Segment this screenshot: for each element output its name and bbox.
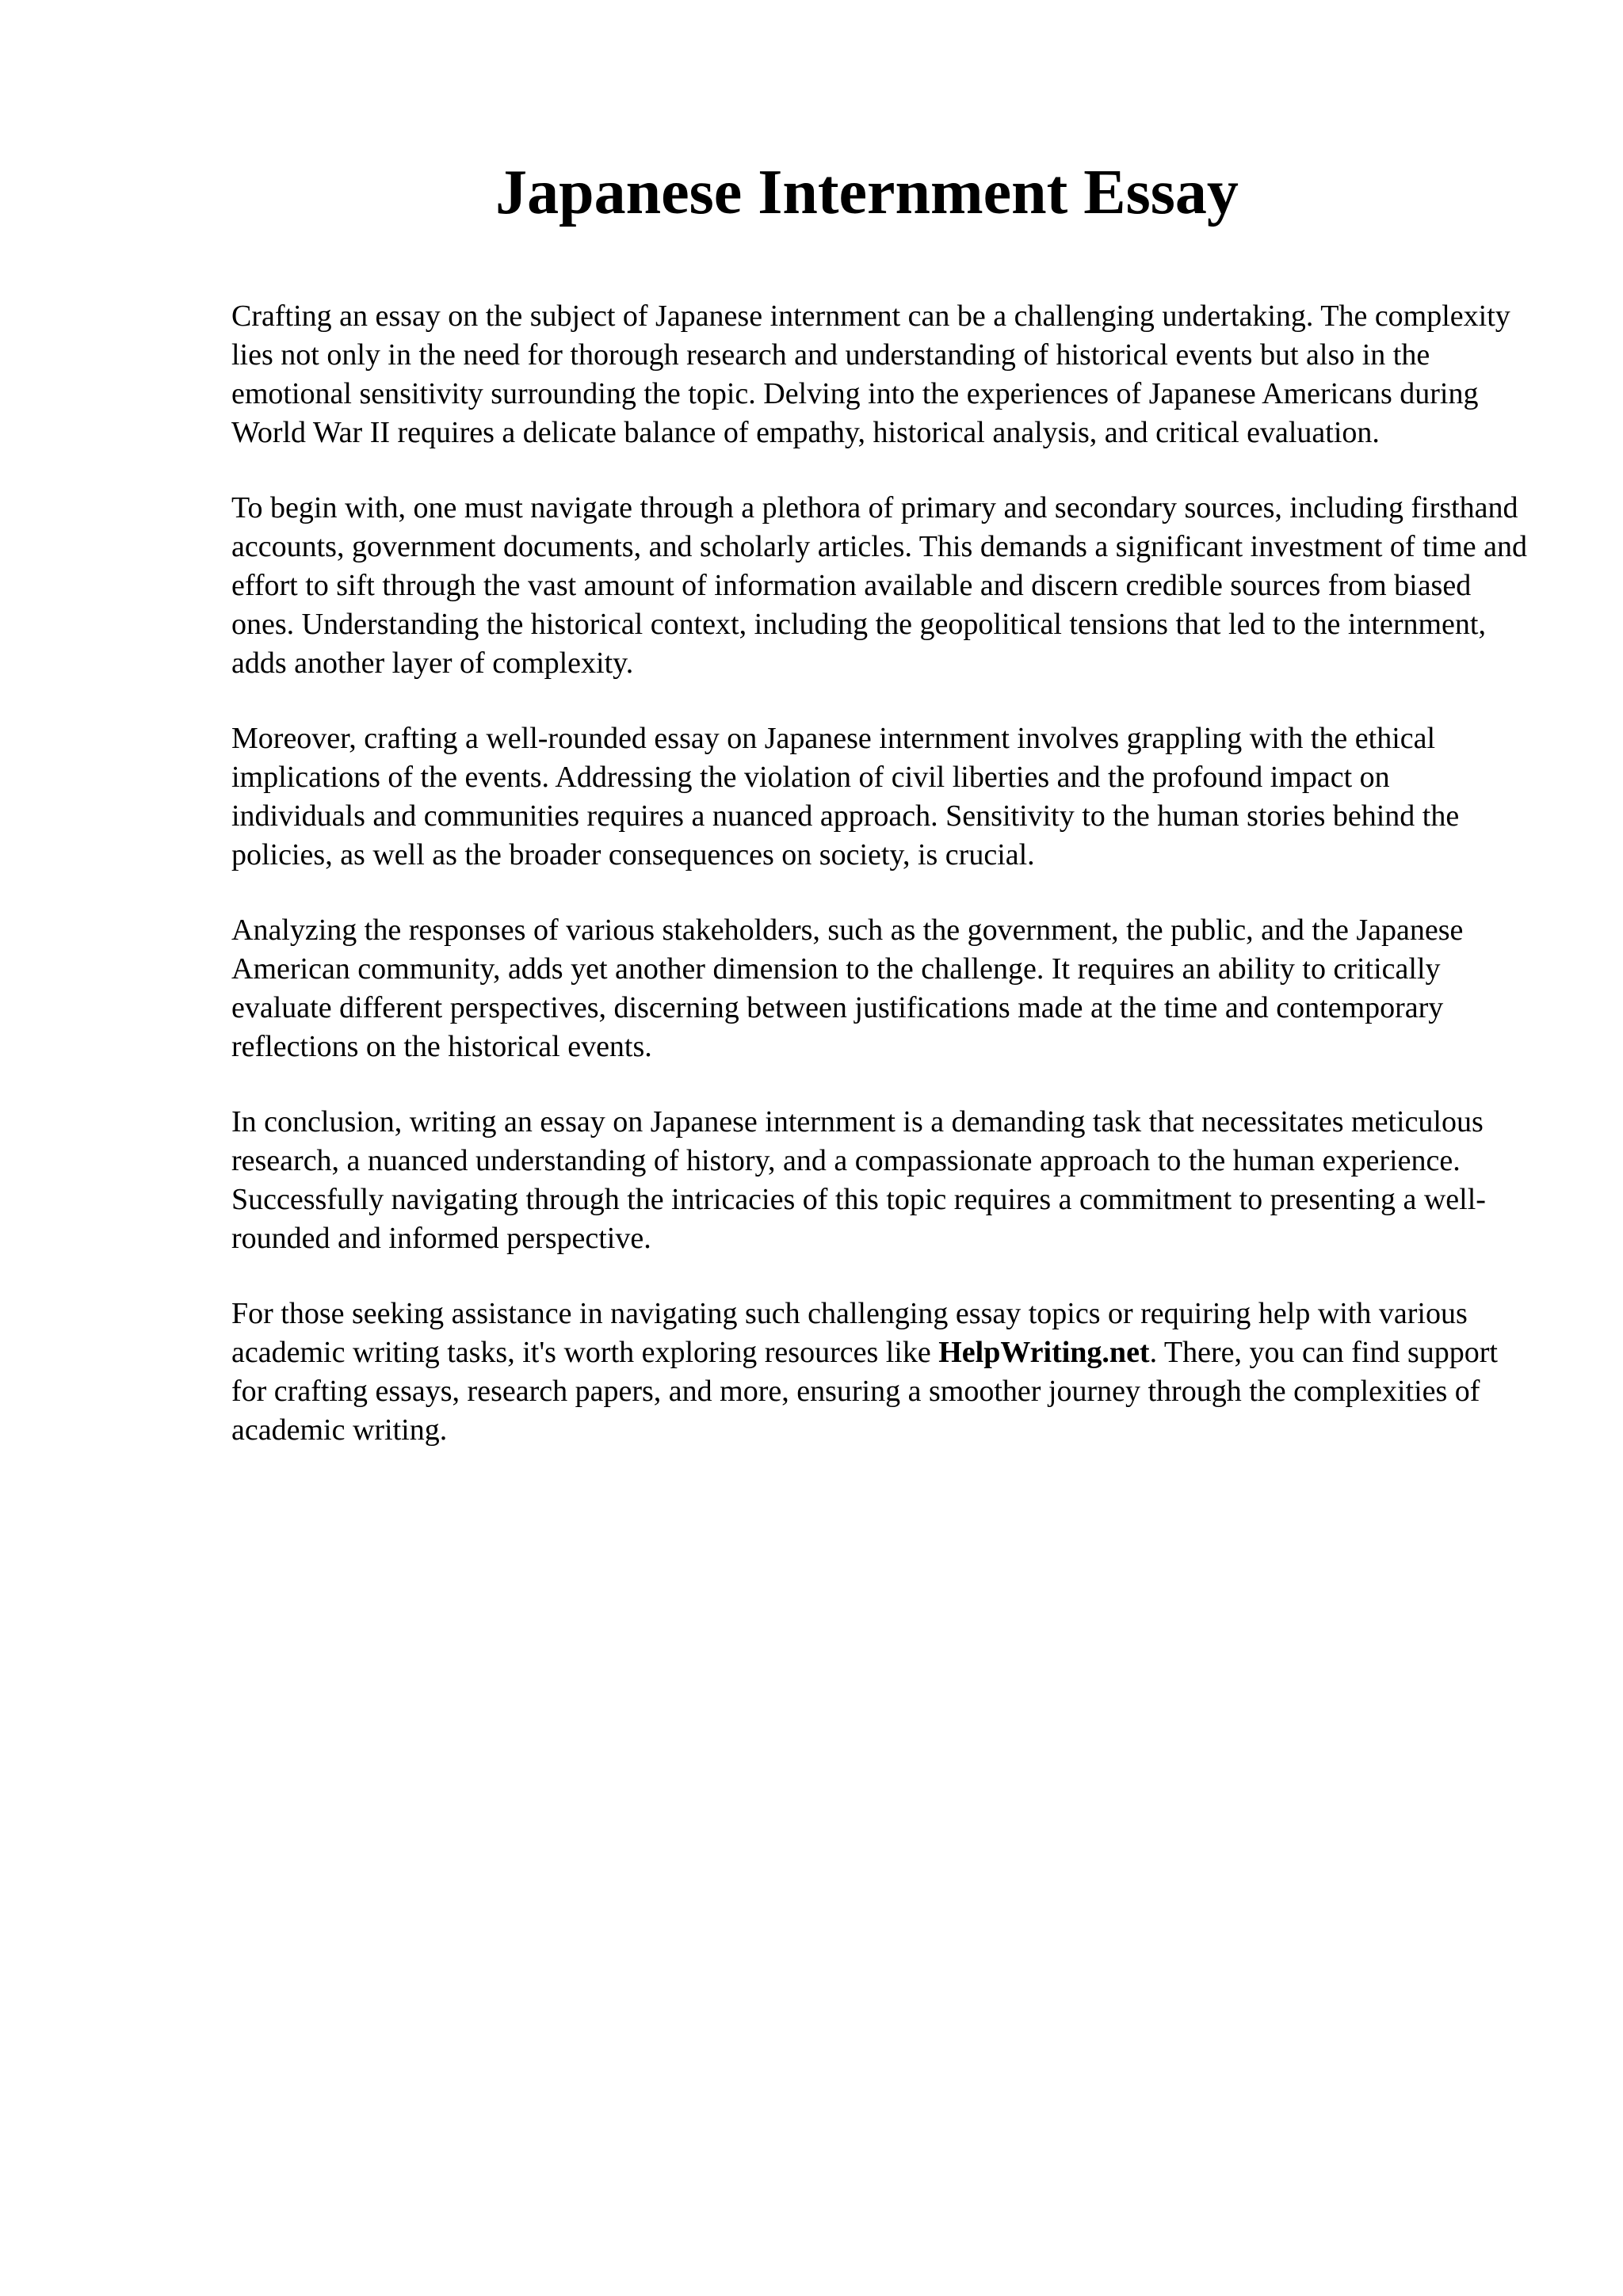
paragraph-1: Crafting an essay on the subject of Japanese internment can be a challenging undertaking. The complexity lies not only in the need for thorough research and understanding of historical events but also in the emotional sensitivity surrounding the topic. Delving into the experiences of Japanese Americans during World War II requires a delicate balance of empathy, historical analysis, and critical evaluation. — [231, 299, 1510, 449]
essay-body — [231, 297, 1531, 1486]
paragraph-4: Analyzing the responses of various stakeholders, such as the government, the public, and the Japanese American community, adds yet another dimension to the challenge. It requires an ability to critically evaluate different perspectives, discerning between justifications made at the time and contemporary reflections on the historical events. — [231, 913, 1464, 1063]
paragraph-5: In conclusion, writing an essay on Japanese internment is a demanding task that necessitates meticulous research, a nuanced understanding of history, and a compassionate approach to the human experience. Successfully navigating through the intricacies of this topic requires a commitment to presenting a well-rounded and informed perspective. — [231, 1105, 1486, 1255]
paragraph-3: Moreover, crafting a well-rounded essay on Japanese internment involves grappling with the ethical implications of the events. Addressing the violation of civil liberties and the profound impact on individuals and communities requires a nuanced approach. Sensitivity to the human stories behind the policies, as well as the broader consequences on society, is crucial. — [231, 722, 1460, 871]
paragraph-2: To begin with, one must navigate through a plethora of primary and secondary sources, including firsthand accounts, government documents, and scholarly articles. This demands a significant investment of time and effort to sift through the vast amount of information available and discern credible sources from biased ones. Understanding the historical context, including the geopolitical tensions that led to the internment, adds another layer of complexity. — [231, 491, 1527, 680]
paragraph-6-text-after-link: . There, you can find support for crafting essays, research papers, and more, ensuring a smoother journey through the complexities of academic writing. — [231, 1336, 1498, 1447]
helpwriting-link[interactable]: HelpWriting.net — [938, 1336, 1150, 1369]
paragraph-6-text-before-link: For those seeking assistance in navigating such challenging essay topics or requiring help with various academic writing tasks, it's worth exploring resources like — [231, 1297, 1468, 1369]
paragraph-6 — [231, 1295, 1531, 1450]
page-title: Japanese Internment Essay — [495, 158, 1239, 227]
